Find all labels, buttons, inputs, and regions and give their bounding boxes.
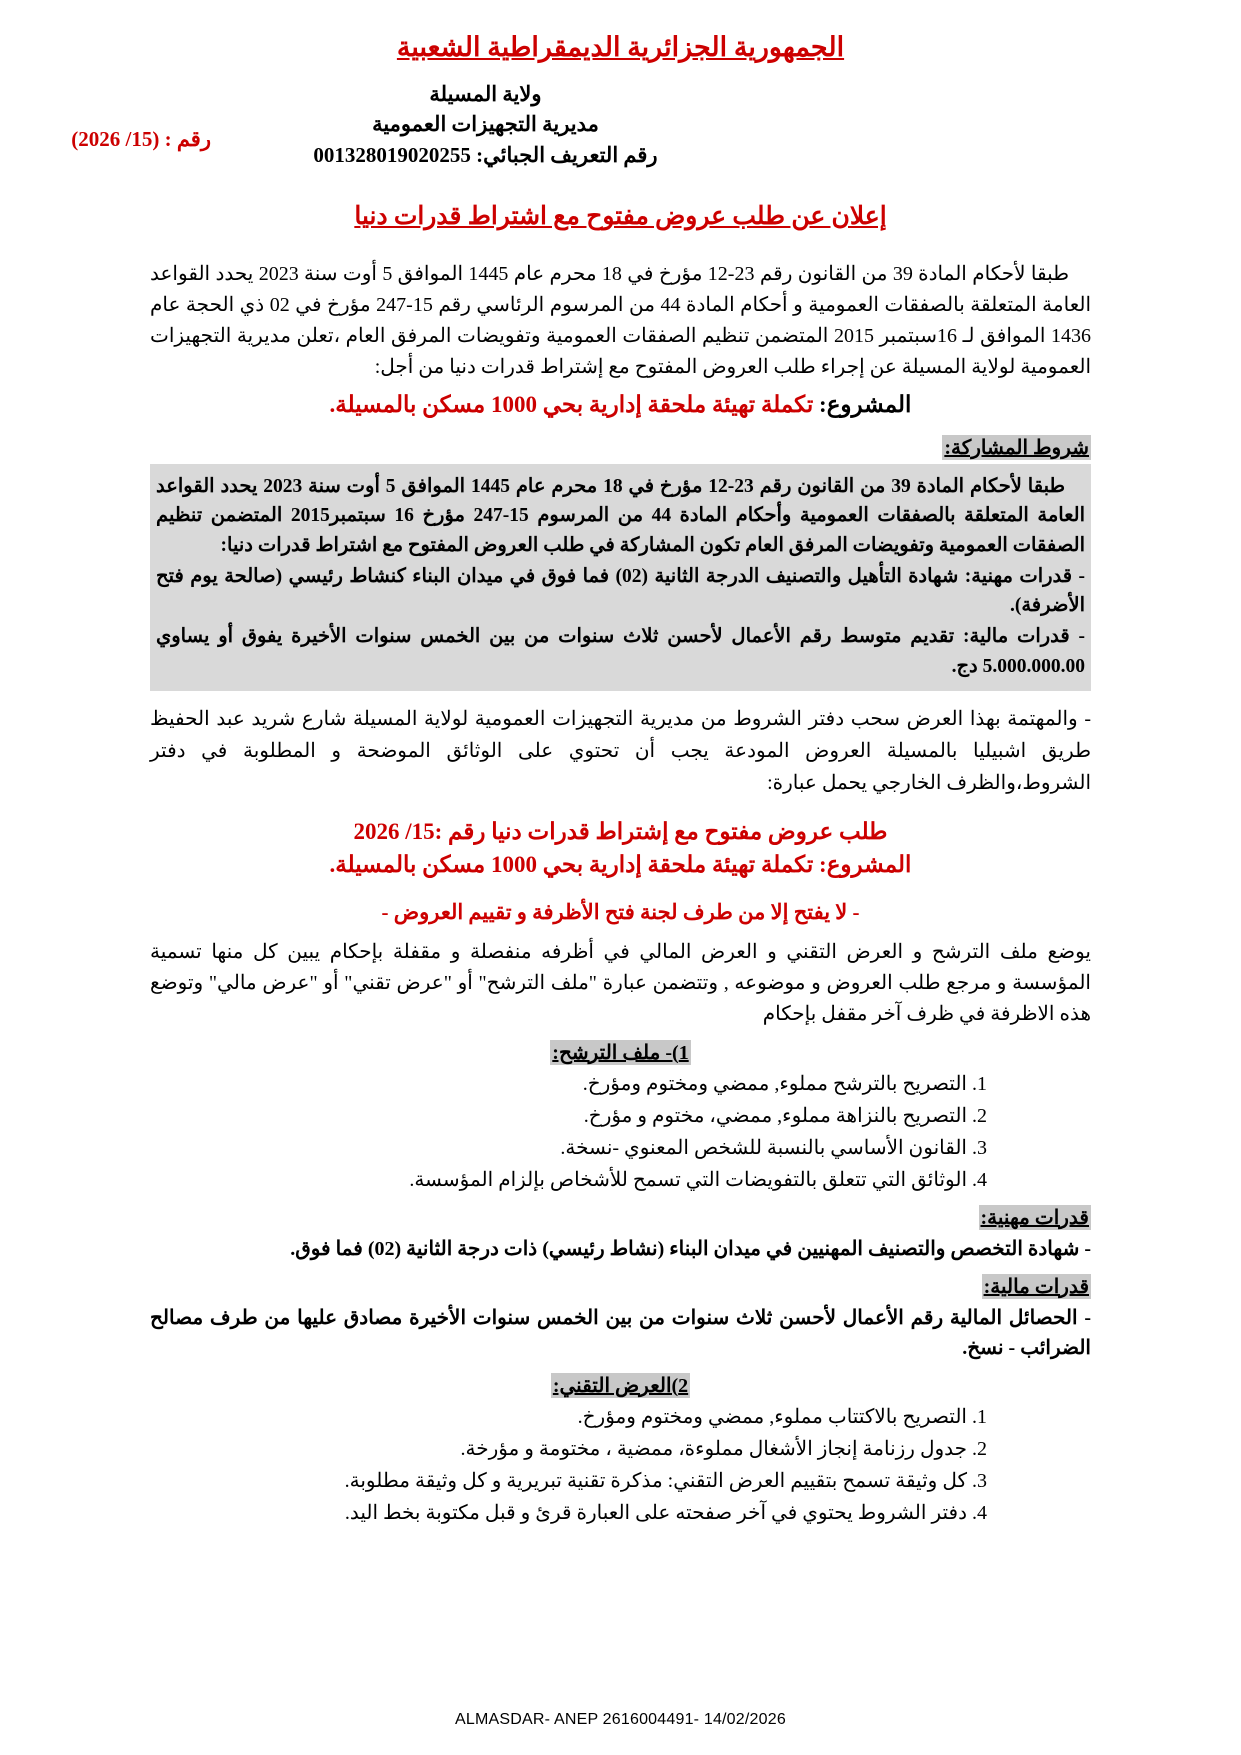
conditions-paragraph: طبقا لأحكام المادة 39 من القانون رقم 23-12 مؤرخ في 18 محرم عام 1445 الموافق 5 أوت سنة 2023 يحدد القواعد العامة المتعلقة بالصفقات العمومية وأحكام المادة 44 من المرسوم 15-247 مؤرخ 16 سبتمبر2015 المتضمن تنظيم الصفقات العمومية وتفويضات المرفق العام تكون المشاركة في طلب العروض المفتوح مع اشتراط قدرات دنيا:: [156, 476, 1085, 556]
header-row: [71, 79, 1091, 175]
reference-number: رقم : (15/ 2026): [71, 127, 211, 151]
intro-paragraph: طبقا لأحكام المادة 39 من القانون رقم 23-12 مؤرخ في 18 محرم عام 1445 الموافق 5 أوت سنة 2023 يحدد القواعد العامة المتعلقة بالصفقات العمومية و أحكام المادة 44 من المرسوم الرئاسي رقم 15-247 مؤرخ في 02 ذي الحجة عام 1436 الموافق لـ 16سبتمبر 2015 المتضمن تنظيم الصفقات العمومية وتفويضات المرفق العام ،تعلن مديرية التجهيزات العمومية لولاية المسيلة عن إجراء طلب العروض المفتوح مع إشتراط قدرات دنيا من أجل:: [150, 263, 1092, 378]
conditions-block: [150, 464, 1091, 691]
envelope-block: [150, 815, 1091, 882]
list-item: 2. التصريح بالنزاهة مملوء, ممضي، مختوم و مؤرخ.: [150, 1101, 967, 1131]
envelope-project-label: المشروع:: [819, 852, 912, 878]
envelope-open-note: - لا يفتح إلا من طرف لجنة فتح الأظرفة و تقييم العروض -: [381, 899, 860, 924]
section2-list: [150, 1402, 1001, 1528]
list-item: 3. كل وثيقة تسمح بتقييم العرض التقني: مذكرة تقنية تبريرية و كل وثيقة مطلوبة.: [150, 1466, 967, 1496]
project-label: المشروع:: [819, 392, 912, 417]
list-item: 4. الوثائق التي تتعلق بالتفويضات التي تسمح للأشخاص بإلزام المؤسسة.: [150, 1165, 967, 1195]
list-item: 3. القانون الأساسي بالنسبة للشخص المعنوي -نسخة.: [150, 1133, 967, 1163]
conditions-heading: شروط المشاركة:: [944, 437, 1089, 460]
section1-financial-text: - الحصائل المالية رقم الأعمال لأحسن ثلاث سنوات من بين الخمس سنوات الأخيرة مصادق عليها من طرف مصالح الضرائب - نسخ.: [150, 1306, 1091, 1359]
list-item: 4. دفتر الشروط يحتوي في آخر صفحته على العبارة قرئ و قبل مكتوبة بخط اليد.: [150, 1498, 967, 1528]
withdrawal-paragraph: - والمهتمة بهذا العرض سحب دفتر الشروط من مديرية التجهيزات العمومية لولاية المسيلة شارع شريد عبد الحفيظ طريق اشبيليا بالمسيلة العروض المودعة يجب أن تحتوي على الوثائق الموضحة و المطلوبة في دفتر الشروط،والظرف الخارجي يحمل عبارة:: [150, 707, 1091, 794]
deposit-paragraph: يوضع ملف الترشح و العرض التقني و العرض المالي في أظرفه منفصلة و مقفلة بإحكام يبين كل منها تسمية المؤسسة و مرجع طلب العروض و موضوعه , وتتضمن عبارة "ملف الترشح" أو "عرض تقني" أو "عرض مالي" وتوضع هذه الاظرفة في ظرف آخر مقفل بإحكام: [150, 940, 1091, 1025]
section2-heading: 2)العرض التقني:: [552, 1374, 689, 1397]
conditions-financial: - قدرات مالية: تقديم متوسط رقم الأعمال لأحسن ثلاث سنوات من بين الخمس سنوات الأخيرة يفوق أو يساوي 5.000.000.00 دج.: [156, 626, 1085, 677]
conditions-heading-wrap: [150, 435, 1091, 460]
list-item: 1. التصريح بالترشح مملوء, ممضي ومختوم ومؤرخ.: [150, 1069, 967, 1099]
wilaya-label: ولاية المسيلة: [429, 82, 542, 106]
section1-professional-text: - شهادة التخصص والتصنيف المهنيين في ميدان البناء (نشاط رئيسي) ذات درجة الثانية (02) فما فوق.: [290, 1237, 1091, 1260]
fiscal-id-label: رقم التعريف الجبائي: 001328019020255: [313, 142, 658, 167]
section1-fin-heading-wrap: [150, 1274, 1091, 1299]
list-item: 2. جدول رزنامة إنجاز الأشغال مملوءة، ممضية ، مختومة و مؤرخة.: [150, 1434, 967, 1464]
section1-professional-heading: قدرات مهنية:: [980, 1206, 1089, 1229]
issuer-block: [150, 79, 1091, 170]
footer-text: ALMASDAR- ANEP 2616004491- 14/02/2026: [455, 1711, 786, 1728]
section1-prof-heading-wrap: [150, 1205, 1091, 1230]
envelope-line1: طلب عروض مفتوح مع إشتراط قدرات دنيا رقم :15/ 2026: [353, 818, 888, 844]
section1-financial-heading: قدرات مالية:: [983, 1275, 1089, 1298]
project-line: [150, 389, 1091, 421]
page-title: إعلان عن طلب عروض مفتوح مع اشتراط قدرات دنيا: [354, 203, 887, 230]
section2-heading-wrap: [150, 1373, 1091, 1398]
envelope-line2: [150, 848, 1091, 881]
section1-list: [150, 1069, 1001, 1195]
directorate-label: مديرية التجهيزات العمومية: [372, 112, 599, 137]
republic-heading: الجمهورية الجزائرية الديمقراطية الشعبية: [396, 32, 845, 62]
conditions-professional: - قدرات مهنية: شهادة التأهيل والتصنيف الدرجة الثانية (02) فما فوق في ميدان البناء كنشاط رئيسي (صالحة يوم فتح الأضرفة).: [156, 565, 1086, 617]
envelope-project-value: تكملة تهيئة ملحقة إدارية بحي 1000 مسكن بالمسيلة.: [329, 852, 814, 878]
list-item: 1. التصريح بالاكتتاب مملوء, ممضي ومختوم ومؤرخ.: [150, 1402, 967, 1432]
project-value: تكملة تهيئة ملحقة إدارية بحي 1000 مسكن بالمسيلة.: [329, 392, 814, 417]
section1-heading: 1)- ملف الترشح:: [552, 1041, 689, 1064]
section1-heading-wrap: [150, 1040, 1091, 1065]
